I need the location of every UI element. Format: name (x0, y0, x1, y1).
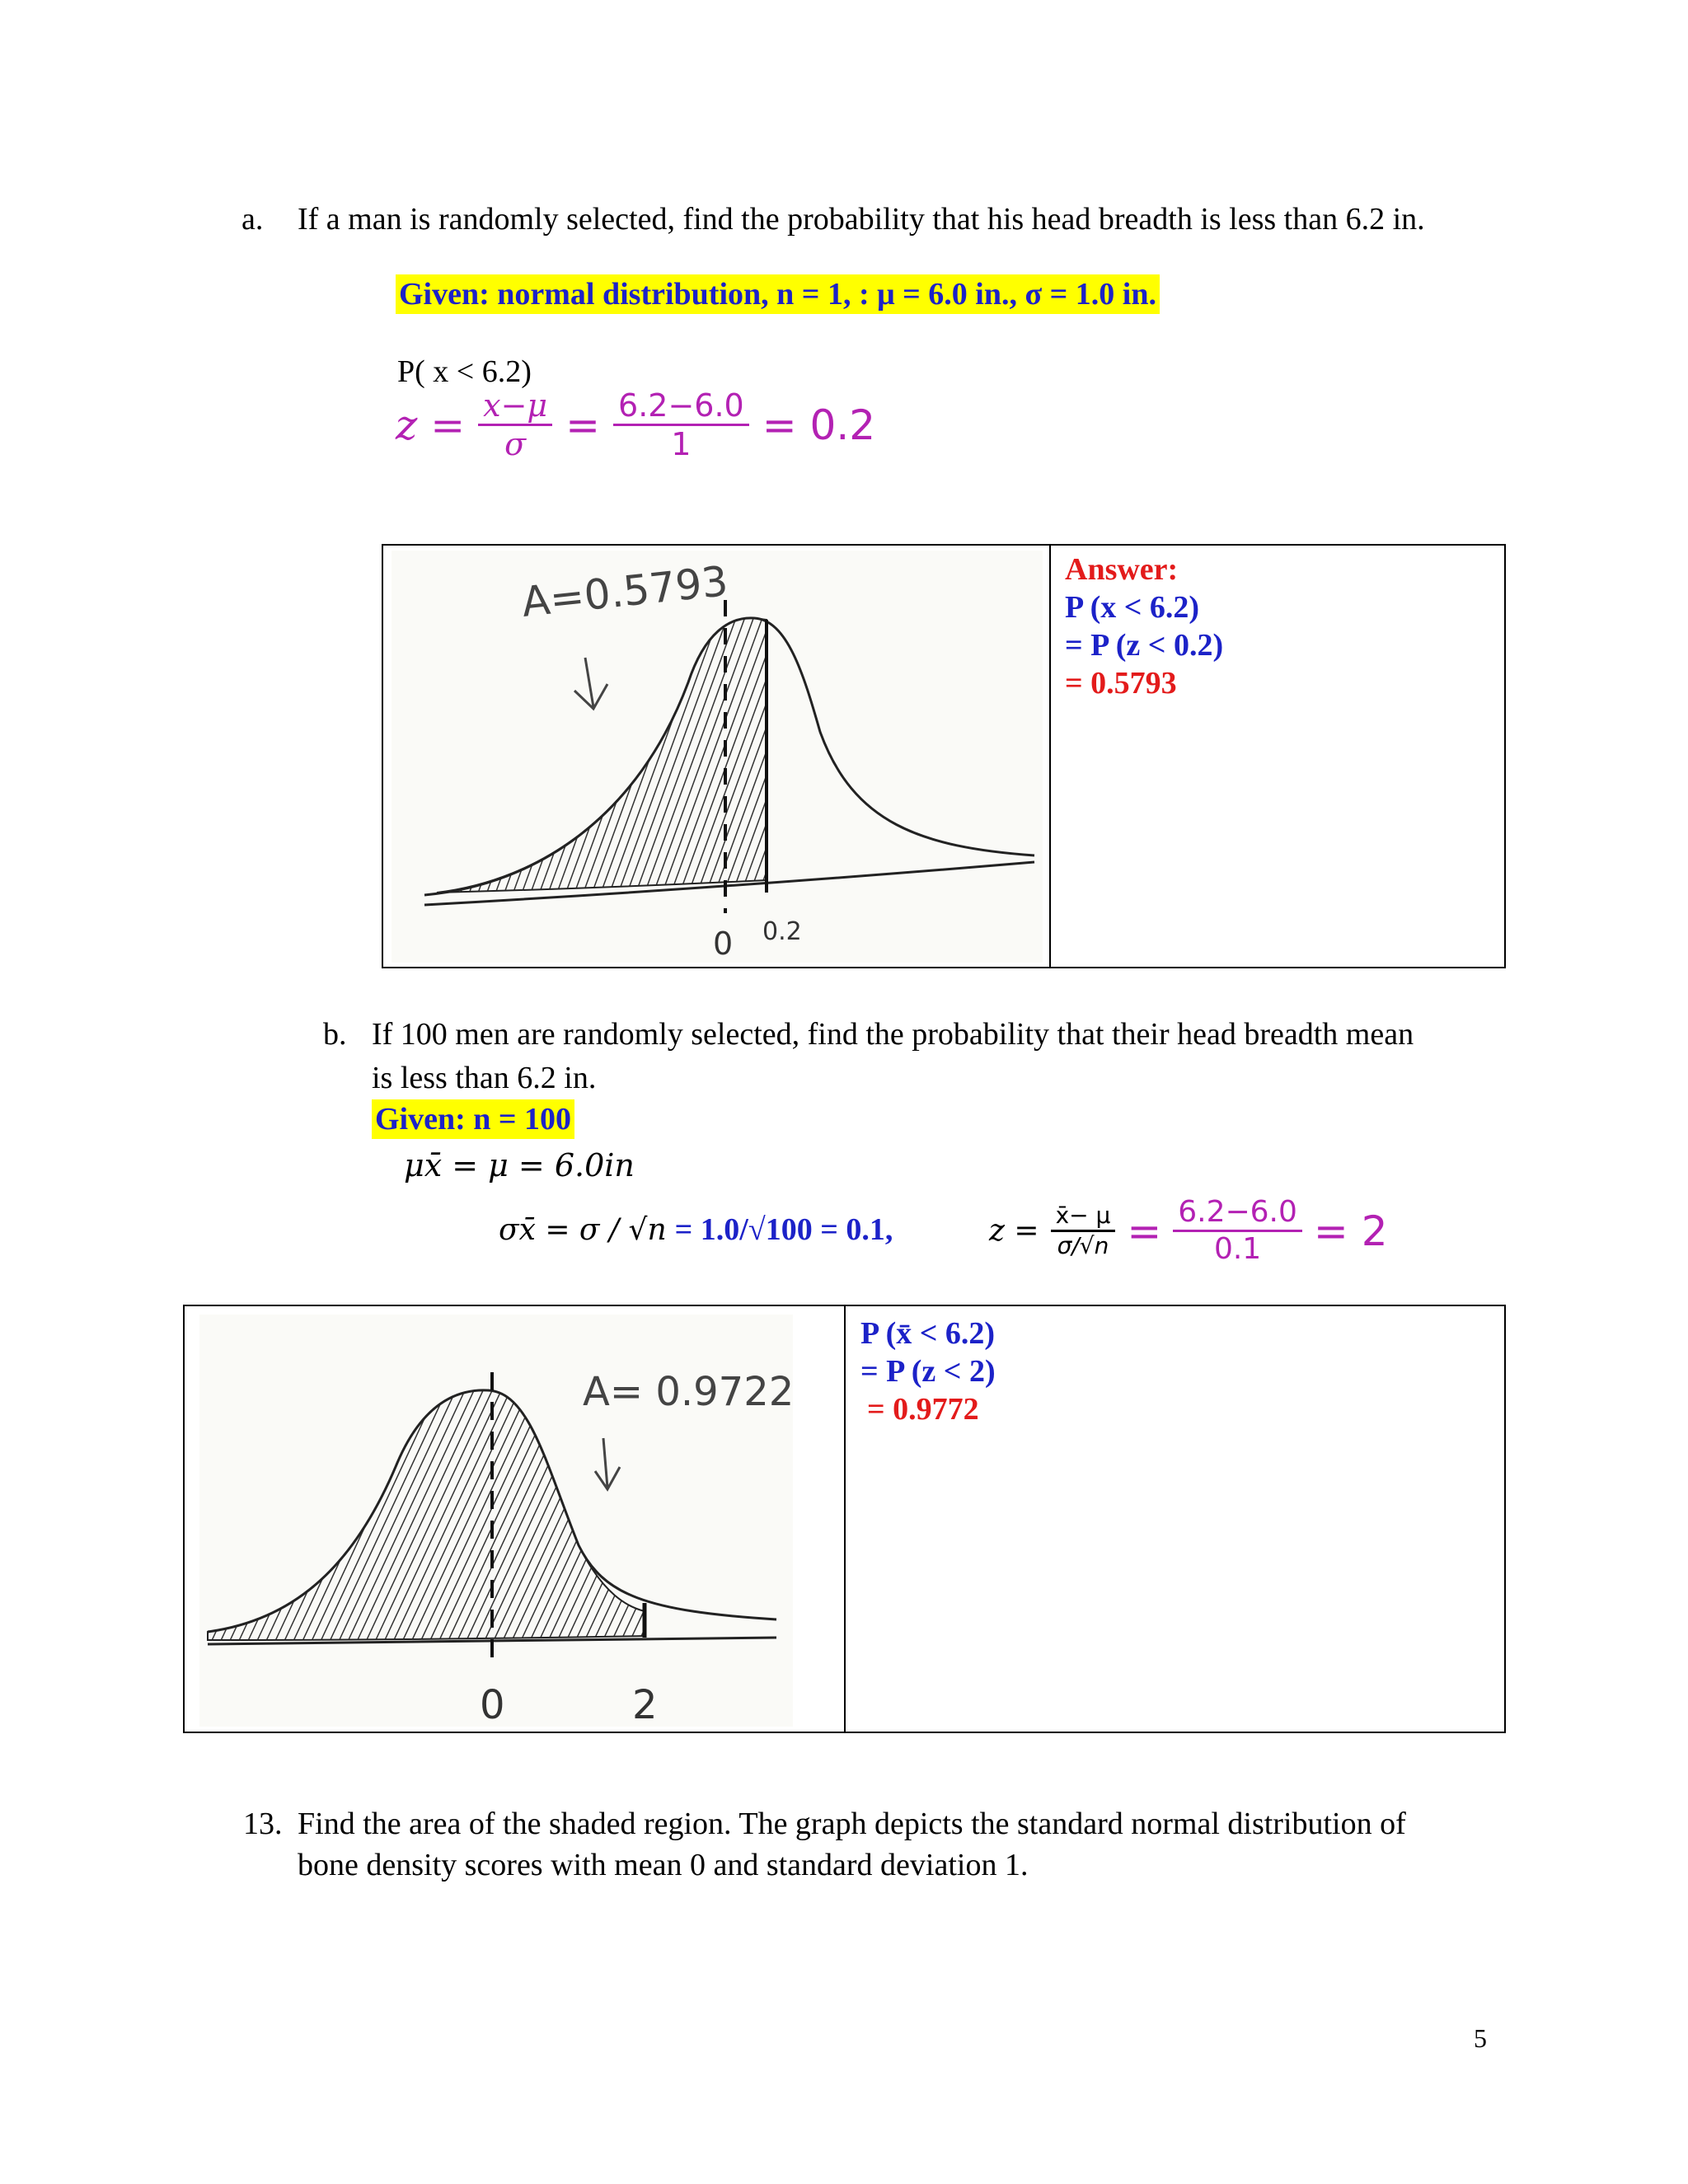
part-a-solution-box (382, 544, 1506, 968)
answer-line-2-b: = P (z < 2) (860, 1354, 996, 1389)
part-a-divider (1049, 546, 1051, 967)
part-b-divider (844, 1306, 846, 1732)
part-b-given: Given: n = 100 (372, 1099, 574, 1139)
part-a-prob-statement: P( x < 6.2) (397, 354, 532, 389)
page-number: 5 (1474, 2023, 1487, 2053)
part-b-sigma-line (499, 1212, 893, 1248)
part-b-z-formula (989, 1195, 1388, 1267)
sigma-rhs: = 1.0/√100 = 0.1, (674, 1212, 893, 1247)
part-a-sketch (392, 551, 1043, 963)
normal-curve-sketch-a (392, 551, 1043, 963)
z-denominator: σ (504, 426, 527, 462)
z-fraction-values-b (1173, 1195, 1302, 1267)
answer-line-1: P (x < 6.2) (1065, 590, 1200, 625)
part-a-given: Given: normal distribution, n = 1, : μ = 6.0 in., σ = 1.0 in. (396, 274, 1160, 314)
z-lhs-b: z = (989, 1214, 1039, 1248)
tick-label-2: 2 (632, 1682, 658, 1727)
answer-title: Answer: (1065, 552, 1179, 587)
tick-label-0: 0 (713, 926, 734, 962)
z-fraction-symbolic-b (1051, 1202, 1116, 1260)
equals-sign-b: = (1127, 1207, 1162, 1255)
z-numerator: x−μ (478, 387, 552, 426)
z-denominator-b: σ/√n (1057, 1232, 1109, 1259)
shaded-region (437, 618, 767, 893)
z-fraction-values (613, 387, 749, 462)
z-lhs: z = (396, 401, 466, 449)
answer-line-1-b: P (x̄ < 6.2) (860, 1316, 996, 1351)
z-values-denominator: 1 (671, 426, 692, 462)
part-a-z-formula (396, 387, 875, 462)
part-b-question-line1: If 100 men are randomly selected, find the probability that their head breadth mean (372, 1017, 1414, 1052)
part-b-mu-line: μx̄ = μ = 6.0in (404, 1147, 635, 1183)
part-a-answer (1065, 551, 1223, 702)
z-values-numerator: 6.2−6.0 (613, 387, 749, 426)
tick-label-0: 0 (480, 1682, 505, 1727)
normal-curve-sketch-b (199, 1315, 793, 1727)
tick-label-0.2: 0.2 (762, 917, 802, 946)
part-b-question-line2: is less than 6.2 in. (372, 1061, 597, 1095)
equals-sign: = (565, 401, 601, 449)
shaded-region (208, 1390, 645, 1640)
z-values-denominator-b: 0.1 (1213, 1232, 1262, 1266)
sigma-lhs: σx̄ = σ / √n (499, 1212, 667, 1247)
area-label: A=0.5793 (519, 557, 730, 626)
part-b-solution-box (183, 1305, 1506, 1733)
part-b-label: b. (323, 1017, 347, 1052)
z-fraction-symbolic (478, 387, 552, 462)
part-b-sketch (199, 1315, 793, 1727)
part-a-question: If a man is randomly selected, find the probability that his head breadth is less than 6.2 in. (298, 202, 1425, 237)
z-result: = 0.2 (762, 401, 876, 449)
answer-line-3: = 0.5793 (1065, 666, 1177, 701)
arrow-icon (574, 658, 607, 709)
z-values-numerator-b: 6.2−6.0 (1173, 1195, 1302, 1232)
arrow-icon (595, 1438, 620, 1489)
question-13-line1: Find the area of the shaded region. The graph depicts the standard normal distribution of (298, 1807, 1406, 1841)
part-b-answer (860, 1315, 996, 1428)
z-numerator-b: x̄− μ (1051, 1202, 1116, 1232)
z-result-b: = 2 (1313, 1207, 1388, 1255)
part-a-label: a. (241, 202, 264, 237)
answer-line-3-b: = 0.9772 (867, 1392, 979, 1427)
answer-line-2: = P (z < 0.2) (1065, 628, 1224, 663)
question-13-number: 13. (243, 1807, 283, 1841)
question-13-line2: bone density scores with mean 0 and standard deviation 1. (298, 1848, 1029, 1882)
area-label: A= 0.9722 (583, 1369, 793, 1415)
